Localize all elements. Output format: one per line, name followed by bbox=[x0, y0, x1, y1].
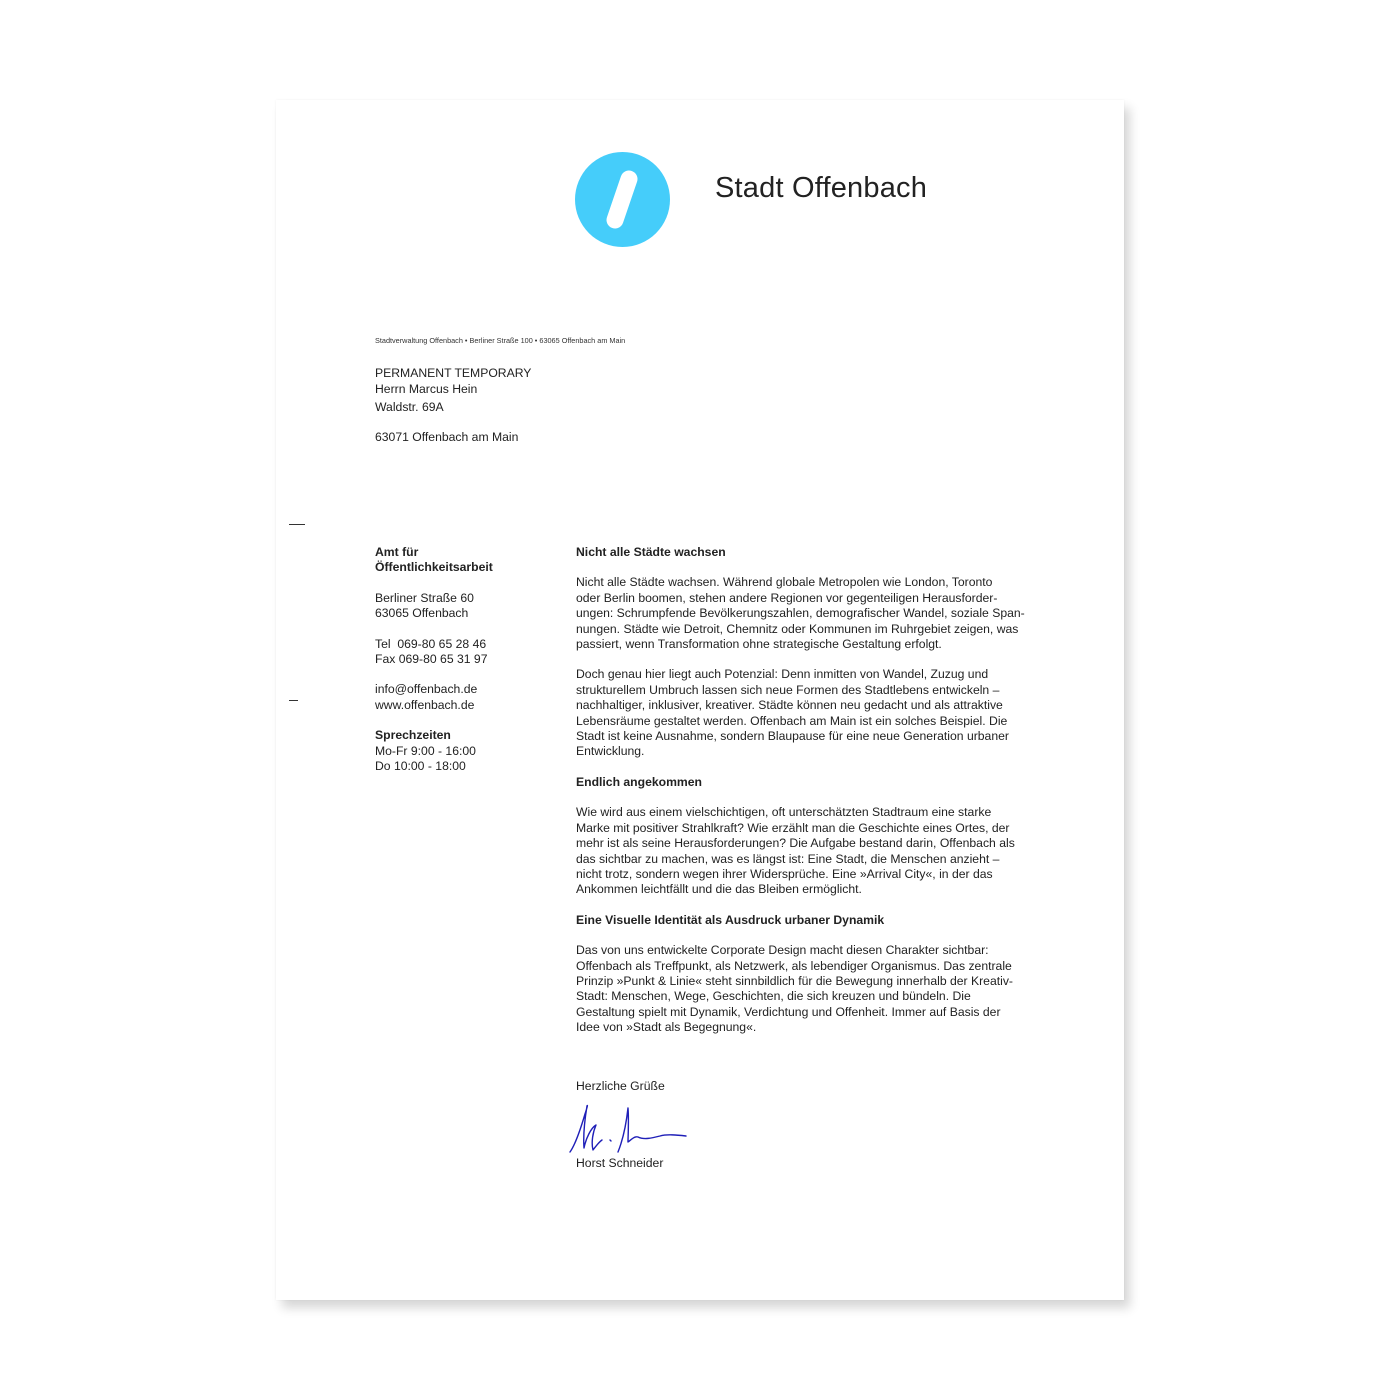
website-address: www.offenbach.de bbox=[375, 697, 475, 712]
paragraph-line: Stadt ist keine Ausnahme, sondern Blaupause für eine neue Generation urbaner bbox=[576, 729, 1009, 744]
section-heading: Eine Visuelle Identität als Ausdruck urbaner Dynamik bbox=[576, 912, 885, 927]
signer-name: Horst Schneider bbox=[576, 1156, 664, 1170]
letter-body bbox=[576, 545, 1056, 1036]
paragraph bbox=[576, 943, 1056, 1035]
paragraph-line: Doch genau hier liegt auch Potenzial: Denn inmitten von Wandel, Zuzug und bbox=[576, 667, 989, 682]
punch-mark bbox=[289, 700, 298, 701]
paragraph-line: Entwicklung. bbox=[576, 744, 645, 759]
paragraph-line: Stadt: Menschen, Wege, Geschichten, die sich kreuzen und bündeln. Die bbox=[576, 989, 971, 1004]
paragraph-line: mehr ist als seine Herausforderungen? Die Aufgabe bestand darin, Offenbach als bbox=[576, 836, 1015, 851]
recipient-company: PERMANENT TEMPORARY bbox=[375, 366, 532, 380]
office-hours-weekdays: Mo-Fr 9:00 - 16:00 bbox=[375, 743, 476, 758]
email-address: info@offenbach.de bbox=[375, 682, 478, 697]
fax-number: Fax 069-80 65 31 97 bbox=[375, 652, 488, 667]
paragraph bbox=[576, 805, 1056, 897]
department-address-line-2: 63065 Offenbach bbox=[375, 606, 469, 621]
paragraph-line: Ankommen leichtfällt und die das Bleiben ermöglicht. bbox=[576, 882, 862, 897]
paragraph-line: nungen. Städte wie Detroit, Chemnitz oder Kommunen im Ruhrgebiet zeigen, was bbox=[576, 621, 1019, 636]
department-address-line-1: Berliner Straße 60 bbox=[375, 590, 474, 605]
office-hours-thursday: Do 10:00 - 18:00 bbox=[375, 759, 466, 774]
recipient-city: 63071 Offenbach am Main bbox=[375, 430, 519, 444]
paragraph-line: strukturellem Umbruch lassen sich neue Formen des Stadtlebens entwickeln – bbox=[576, 682, 1000, 697]
paragraph-line: Lebensräume gestaltet werden. Offenbach am Main ist ein solches Beispiel. Die bbox=[576, 713, 1008, 728]
paragraph-line: oder Berlin boomen, stehen andere Regionen vor gegenteiligen Herausforder- bbox=[576, 590, 998, 605]
department-name-line-2: Öffentlichkeitsarbeit bbox=[375, 560, 493, 575]
paragraph-line: ungen: Schrumpfende Bevölkerungszahlen, demografischer Wandel, soziale Span- bbox=[576, 606, 1025, 621]
fold-mark bbox=[289, 524, 305, 525]
paragraph-line: Nicht alle Städte wachsen. Während globale Metropolen wie London, Toronto bbox=[576, 575, 993, 590]
recipient-street: Waldstr. 69A bbox=[375, 400, 444, 414]
contact-sidebar bbox=[375, 545, 555, 774]
sender-return-address: Stadtverwaltung Offenbach • Berliner Straße 100 • 63065 Offenbach am Main bbox=[375, 336, 626, 345]
closing-salutation: Herzliche Grüße bbox=[576, 1079, 665, 1093]
paragraph-line: Wie wird aus einem vielschichtigen, oft unterschätzten Stadtraum eine starke bbox=[576, 805, 992, 820]
paragraph-line: Idee von »Stadt als Begegnung«. bbox=[576, 1020, 757, 1035]
paragraph bbox=[576, 575, 1056, 652]
handwritten-signature bbox=[566, 1098, 688, 1156]
brand-name: Stadt Offenbach bbox=[715, 172, 928, 204]
recipient-address-block bbox=[375, 365, 531, 445]
paragraph-line: Prinzip »Punkt & Linie« steht sinnbildlich für die Bewegung innerhalb der Kreativ- bbox=[576, 973, 1013, 988]
paragraph-line: nicht trotz, sondern wegen ihrer Widersprüche. Eine »Arrival City«, in der das bbox=[576, 866, 993, 881]
phone-number: Tel 069-80 65 28 46 bbox=[375, 636, 487, 651]
letter-sheet bbox=[276, 100, 1124, 1300]
office-hours-label: Sprechzeiten bbox=[375, 728, 451, 743]
paragraph-line: Marke mit positiver Strahlkraft? Wie erzählt man die Geschichte eines Ortes, der bbox=[576, 820, 1010, 835]
section-heading: Nicht alle Städte wachsen bbox=[576, 545, 726, 559]
paragraph-line: Das von uns entwickelte Corporate Design macht diesen Charakter sichtbar: bbox=[576, 943, 989, 958]
paragraph-line: das sichtbar zu machen, was es längst ist: Eine Stadt, die Menschen anzieht – bbox=[576, 851, 1000, 866]
section-heading: Endlich angekommen bbox=[576, 774, 702, 789]
paragraph-line: Gestaltung spielt mit Dynamik, Verdichtung und Offenheit. Immer auf Basis der bbox=[576, 1004, 1001, 1019]
paragraph-line: passiert, wenn Transformation ohne strategische Gestaltung erfolgt. bbox=[576, 637, 942, 652]
recipient-name: Herrn Marcus Hein bbox=[375, 382, 478, 396]
paragraph-line: nachhaltiger, inklusiver, kreativer. Städte können neu gedacht und als attraktive bbox=[576, 698, 1003, 713]
paragraph-line: Offenbach als Treffpunkt, als Netzwerk, als lebendiger Organismus. Das zentrale bbox=[576, 958, 1012, 973]
offenbach-o-logo-icon bbox=[575, 152, 670, 247]
paragraph bbox=[576, 667, 1056, 759]
department-name-line-1: Amt für bbox=[375, 545, 419, 559]
